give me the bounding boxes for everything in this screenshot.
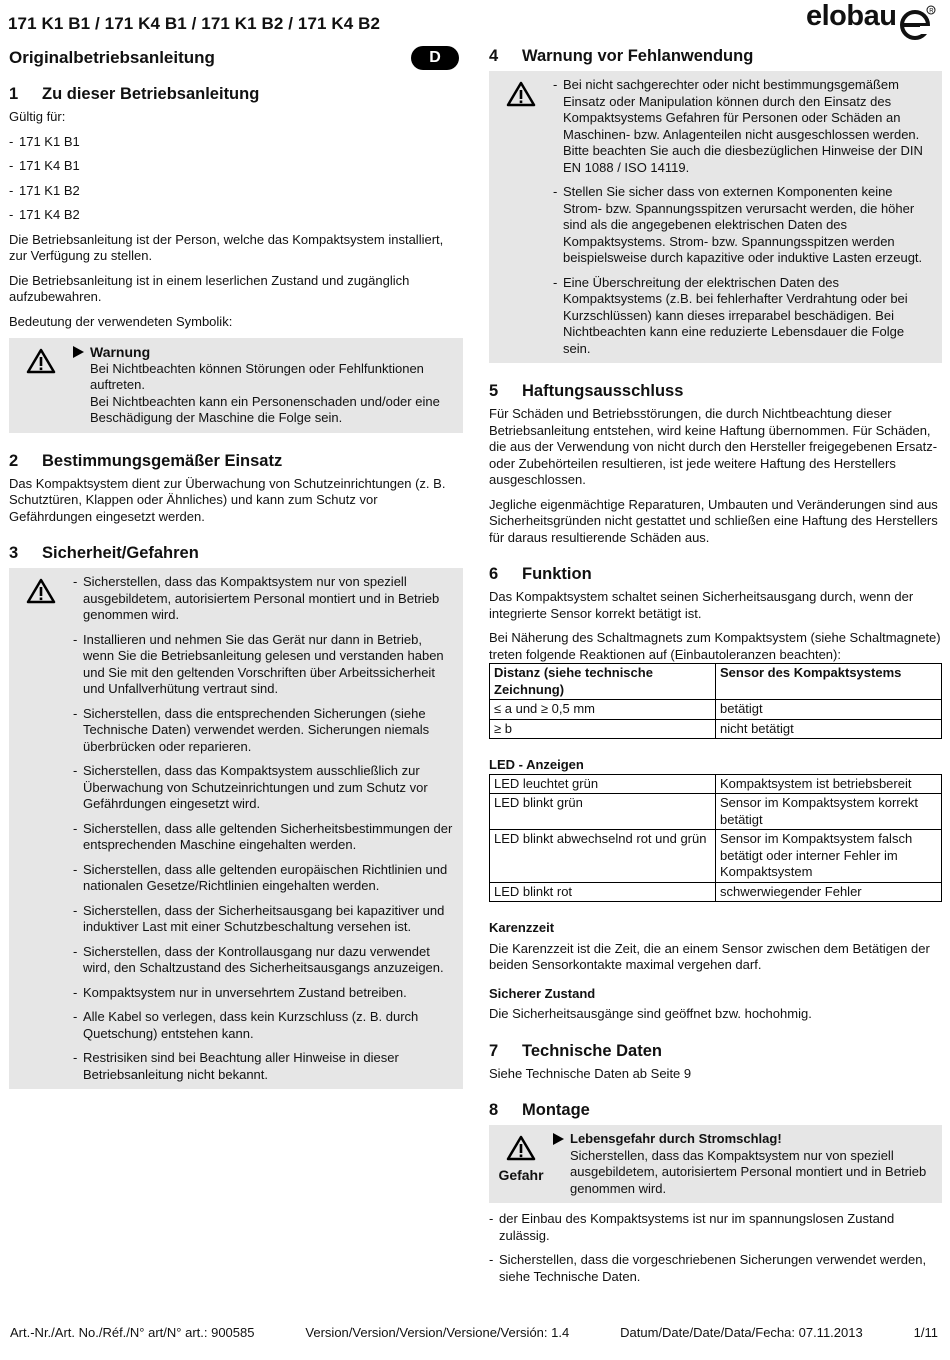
section-7-heading: 7 Technische Daten — [489, 1041, 662, 1060]
list-item: - Sicherstellen, dass der Sicherheitsausgang bei kapazitiver und induktiver Last mit einer Schutzbeschaltung versehen ist. — [73, 903, 453, 936]
list-item: - 171 K1 B1 — [9, 134, 463, 151]
list-item: - Sicherstellen, dass die vorgeschriebenen Sicherungen verwendet werden, siehe Technische Daten. — [489, 1252, 942, 1285]
section-1-heading: 1 Zu dieser Betriebsanleitung — [9, 85, 260, 103]
paragraph: Die Betriebsanleitung ist der Person, welche das Kompaktsystem installiert, zur Verfügung zu stellen. — [9, 231, 444, 263]
paragraph: Jegliche eigenmächtige Reparaturen, Umbauten und Veränderungen sind aus Sicherheitsgründen nicht gestattet und schließen eine Haftung des Herstellers für daraus resultierende Schäden aus. — [489, 496, 938, 545]
main-title-row — [9, 46, 463, 70]
logo-e-icon — [898, 4, 936, 44]
paragraph: Das Kompaktsystem dient zur Überwachung von Schutzeinrichtungen (z. B. Schutztüren, Klappen oder Ähnliches) und kann zum Schutz vor Gefährdungen eingesetzt werden. — [9, 475, 446, 524]
section-6-heading: 6 Funktion — [489, 565, 592, 583]
list-item: - 171 K4 B2 — [9, 207, 463, 224]
section-8-heading: 8 Montage — [489, 1101, 590, 1119]
section-4-heading: 4 Warnung vor Fehlanwendung — [489, 47, 754, 65]
arrow-right-icon — [73, 346, 84, 358]
montage-list — [489, 1211, 942, 1285]
misuse-warning-box — [489, 71, 942, 363]
table-header-cell: Sensor des Kompaktsystems — [716, 664, 942, 700]
language-badge: D — [411, 46, 459, 70]
danger-title: Lebensgefahr durch Stromschlag! — [553, 1131, 932, 1148]
paragraph: Siehe Technische Daten ab Seite 9 — [489, 1065, 692, 1081]
article-number: Art.-Nr./Art. No./Réf./N° art/N° art.: 900585 — [10, 1325, 255, 1340]
list-item: - Kompaktsystem nur in unversehrtem Zustand betreiben. — [73, 985, 453, 1002]
table-header-cell: Distanz (siehe technische Zeichnung) — [490, 664, 716, 700]
table-header-row — [490, 664, 942, 700]
elobau-logo — [806, 0, 936, 46]
table-cell: schwerwiegender Fehler — [716, 882, 942, 902]
warning-text-2: Bei Nichtbeachten kann ein Personenschaden und/oder eine Beschädigung der Maschine die Folge sein. — [90, 393, 440, 425]
list-item: - Installieren und nehmen Sie das Gerät nur dann in Betrieb, wenn Sie die Betriebsanleitung gelesen und verstanden haben und Sie mit den geltenden Vorschriften über Arbeitssicherheit und Unfallverhütung vertraut sind. — [73, 632, 453, 698]
model-list — [9, 134, 463, 224]
valid-for-label: Gültig für: — [9, 109, 66, 124]
danger-label: Gefahr — [498, 1167, 544, 1183]
main-title: Originalbetriebsanleitung — [9, 47, 215, 67]
right-column — [489, 44, 942, 1293]
table-cell: Sensor im Kompaktsystem korrekt betätigt — [716, 794, 942, 830]
paragraph: Das Kompaktsystem schaltet seinen Sicherheitsausgang durch, wenn der integrierte Sensor korrekt betätigt ist. — [489, 589, 914, 621]
list-item: - 171 K4 B1 — [9, 158, 463, 175]
svg-text:R: R — [929, 8, 934, 15]
table-cell: LED blinkt rot — [490, 882, 716, 902]
karenzzeit-heading: Karenzzeit — [489, 920, 555, 935]
table-cell: ≤ a und ≥ 0,5 mm — [490, 700, 716, 720]
list-item: - Alle Kabel so verlegen, dass kein Kurzschluss (z. B. durch Quetschung) entstehen kann. — [73, 1009, 453, 1042]
misuse-list — [553, 77, 932, 357]
date-info: Datum/Date/Date/Data/Fecha: 07.11.2013 — [620, 1325, 863, 1340]
list-item: - Sicherstellen, dass alle geltenden Sicherheitsbestimmungen der entsprechenden Maschine eingehalten werden. — [73, 821, 453, 854]
table-cell: LED blinkt grün — [490, 794, 716, 830]
warning-triangle-icon — [26, 348, 56, 374]
table-cell: betätigt — [716, 700, 942, 720]
table-cell: LED leuchtet grün — [490, 774, 716, 794]
list-item: - 171 K1 B2 — [9, 183, 463, 200]
list-item: - Sicherstellen, dass die entsprechenden Sicherungen (siehe Technische Daten) verwendet werden. Sicherungen niemals überbrücken oder reparieren. — [73, 706, 453, 756]
arrow-right-icon — [553, 1133, 564, 1145]
paragraph: Die Betriebsanleitung ist in einem leserlichen Zustand und zugänglich aufzubewahren. — [9, 272, 410, 304]
paragraph: Die Sicherheitsausgänge sind geöffnet bzw. hochohmig. — [489, 1006, 812, 1021]
table-cell: LED blinkt abwechselnd rot und grün — [490, 830, 716, 883]
list-item: - der Einbau des Kompaktsystems ist nur im spannungslosen Zustand zulässig. — [489, 1211, 942, 1244]
section-5-heading: 5 Haftungsausschluss — [489, 382, 684, 400]
paragraph: Bei Näherung des Schaltmagnets zum Kompaktsystem (siehe Schaltmagnete) treten folgende Reaktionen auf (Einbautoleranzen beachten): — [489, 630, 941, 662]
danger-text: Sicherstellen, dass das Kompaktsystem nur von speziell ausgebildetem, autorisiertem Personal montiert und in Betrieb genommen wird. — [570, 1147, 927, 1196]
logo-text: elobau — [806, 0, 897, 32]
section-3-heading: 3 Sicherheit/Gefahren — [9, 544, 199, 562]
table-row — [490, 830, 942, 883]
table-row — [490, 700, 942, 720]
led-heading: LED - Anzeigen — [489, 757, 584, 772]
section-2-heading: 2 Bestimmungsgemäßer Einsatz — [9, 451, 283, 470]
paragraph: Die Karenzzeit ist die Zeit, die an einem Sensor zwischen dem Betätigen der beiden Sensorkontakte maximal vergehen darf. — [489, 940, 930, 972]
warning-triangle-icon — [506, 81, 536, 107]
document-title: 171 K1 B1 / 171 K4 B1 / 171 K1 B2 / 171 K4 B2 — [8, 14, 381, 33]
list-item: - Stellen Sie sicher dass von externen Komponenten keine Strom- bzw. Spannungsspitzen verursacht werden, die höher sind als die angegebenen elektrischen Daten des Kompaktsystems. Strom- bzw. Spannungsspitzen werden beispielsweise durch kapazitive oder induktive Lasten erzeugt. — [553, 184, 932, 267]
distance-table — [489, 663, 942, 739]
table-row — [490, 882, 942, 902]
warning-triangle-icon — [26, 578, 56, 604]
warning-symbol-box — [9, 338, 463, 433]
table-row — [490, 794, 942, 830]
page-number: 1/11 — [913, 1325, 938, 1340]
table-row — [490, 719, 942, 739]
safety-list — [73, 574, 453, 1083]
warning-triangle-icon — [506, 1135, 536, 1161]
list-item: - Sicherstellen, dass das Kompaktsystem nur von speziell ausgebildetem, autorisiertem Personal montiert und in Betrieb genommen wird. — [73, 574, 453, 624]
list-item: - Eine Überschreitung der elektrischen Daten des Kompaktsystems (z.B. bei fehlerhafter Verdrahtung oder bei Kurzschlüssen) kann dieses irreparabel beschädigen. Bei Nichtbeachten kann eine reduzierte Lebensdauer die Folge sein. — [553, 275, 932, 358]
led-table — [489, 774, 942, 903]
table-cell: Kompaktsystem ist betriebsbereit — [716, 774, 942, 794]
page-footer — [10, 1325, 938, 1342]
list-item: - Bei nicht sachgerechter oder nicht bestimmungsgemäßem Einsatz oder Manipulation können durch den Einsatz des Kompaktsystems Gefahren für Personen oder Schäden an Maschinen- bzw. Anlagenteilen nicht ausgeschlossen werden. Bitte beachten Sie auch die diesbezüglichen Hinweise der DIN EN 1088 / ISO 14119. — [553, 77, 932, 176]
table-cell: Sensor im Kompaktsystem falsch betätigt oder interner Fehler im Kompaktsystem — [716, 830, 942, 883]
table-cell: ≥ b — [490, 719, 716, 739]
list-item: - Sicherstellen, dass der Kontrollausgang nur dazu verwendet wird, den Schaltzustand des Sicherheitsausgangs anzuzeigen. — [73, 944, 453, 977]
list-item: - Sicherstellen, dass alle geltenden europäischen Richtlinien und nationalen Gesetze/Richtlinien eingehalten werden. — [73, 862, 453, 895]
table-cell: nicht betätigt — [716, 719, 942, 739]
paragraph: Für Schäden und Betriebsstörungen, die durch Nichtbeachtung dieser Betriebsanleitung entstehen, wird keine Haftung übernommen. Für Schäden, die aus der Verwendung von nicht durch den Hersteller freigegebenen Ersatz- oder Zubehörteilen resultieren, ist jede weitere Haftung des Herstellers ausgeschlossen. — [489, 406, 938, 487]
left-column — [9, 44, 463, 1089]
safety-box — [9, 568, 463, 1089]
danger-box — [489, 1125, 942, 1203]
paragraph: Bedeutung der verwendeten Symbolik: — [9, 313, 233, 329]
safe-state-heading: Sicherer Zustand — [489, 985, 596, 1001]
warning-text-1: Bei Nichtbeachten können Störungen oder Fehlfunktionen auftreten. — [90, 360, 424, 392]
list-item: - Sicherstellen, dass das Kompaktsystem ausschließlich zur Überwachung von Schutzeinrichtungen und zum Schutz vor Gefährdungen eingesetzt wird. — [73, 763, 453, 813]
table-row — [490, 774, 942, 794]
list-item: - Restrisiken sind bei Beachtung aller Hinweise in dieser Betriebsanleitung nicht bekannt. — [73, 1050, 453, 1083]
warning-title: Warnung — [73, 344, 457, 361]
version-info: Version/Version/Version/Versione/Versión: 1.4 — [305, 1325, 570, 1340]
